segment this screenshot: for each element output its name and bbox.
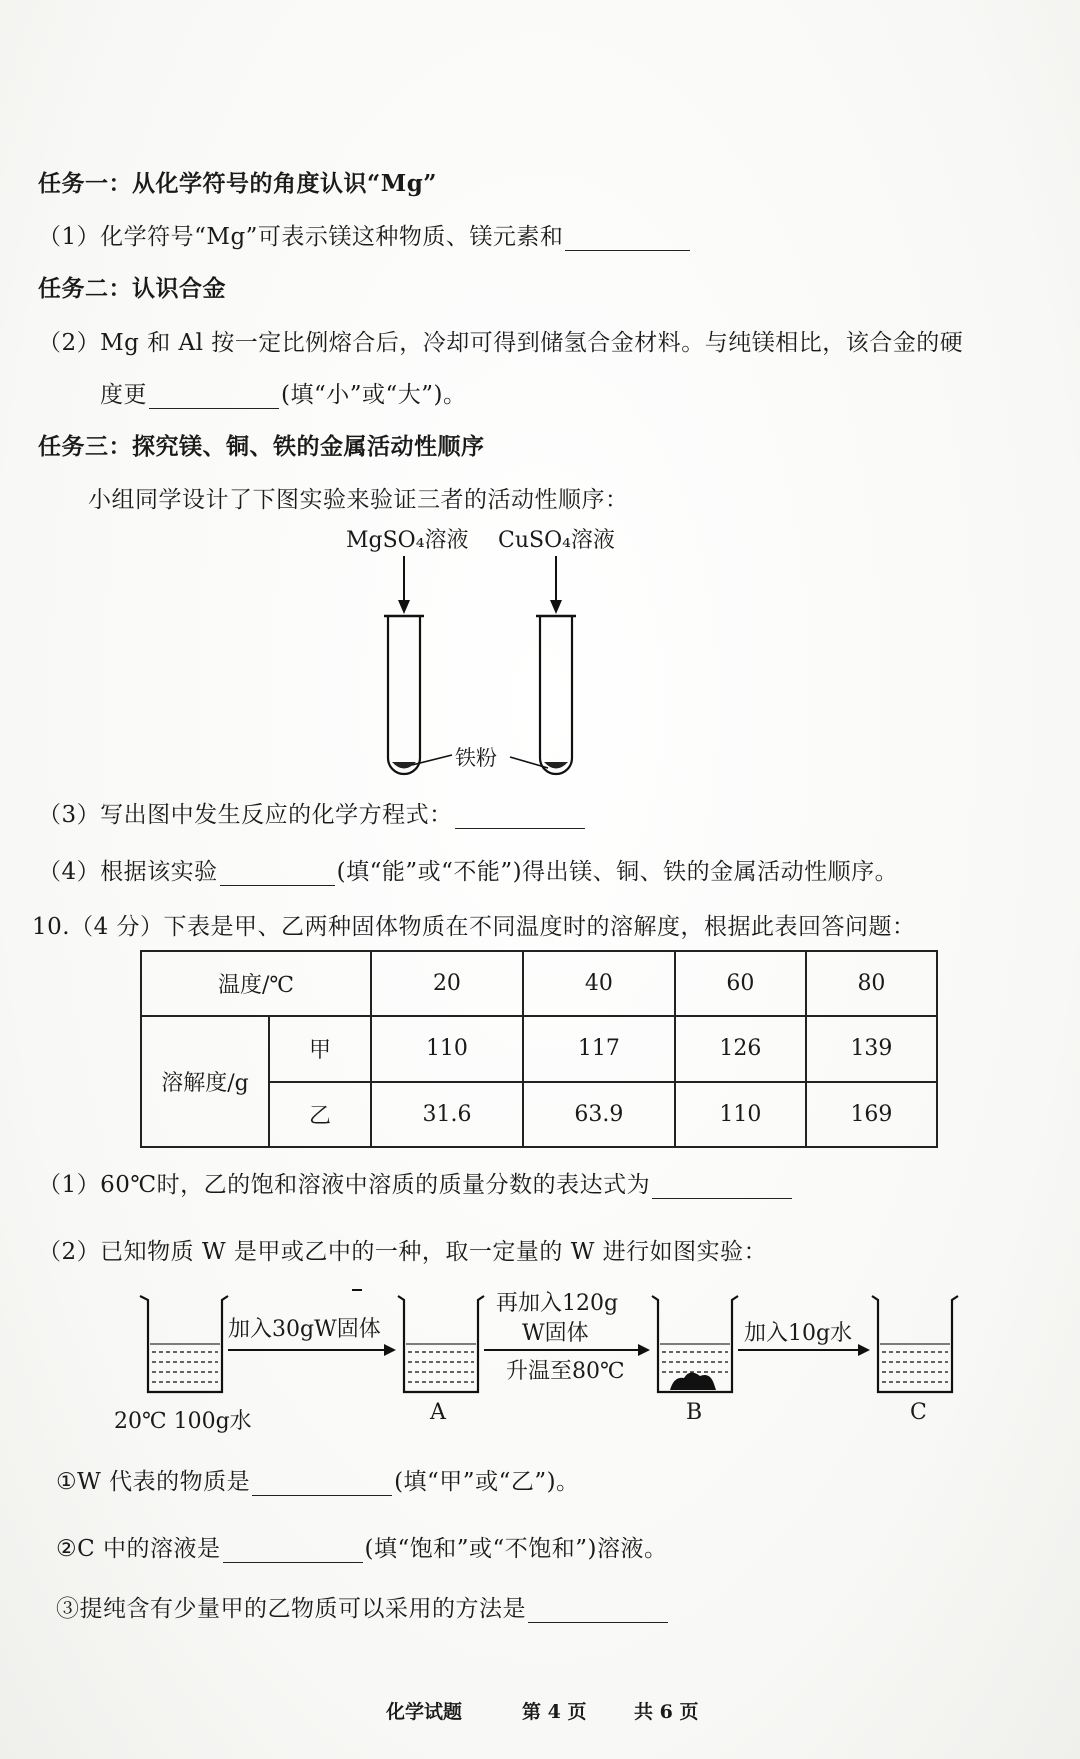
task3-heading: 任务三：探究镁、铜、铁的金属活动性顺序: [38, 433, 485, 460]
item2-hint: (填“饱和”或“不饱和”)溶液。: [364, 1536, 668, 1562]
footer-page: 第 4 页: [522, 1701, 587, 1723]
table-cell: 126: [675, 1016, 806, 1081]
question-10-item3: [56, 1590, 670, 1623]
question-4-hint: (填“能”或“不能”)得出镁、铜、铁的金属活动性顺序。: [336, 859, 899, 885]
answer-blank-6[interactable]: [252, 1473, 392, 1496]
table-cell: 117: [523, 1016, 675, 1081]
substance-name: 乙: [269, 1082, 371, 1147]
task1-heading: 任务一：从化学符号的角度认识“Mg”: [38, 170, 438, 197]
undissolved-solid: [670, 1372, 716, 1390]
table-cell: 63.9: [523, 1082, 675, 1147]
flow-step2-line3: 升温至80℃: [506, 1359, 625, 1384]
item1-text: ①W 代表的物质是: [56, 1469, 251, 1495]
temperature-cell: 60: [675, 951, 806, 1016]
question-3-text: （3）写出图中发生反应的化学方程式：: [38, 802, 453, 828]
flow-step1-label: 加入30gW固体: [228, 1317, 381, 1342]
item3-text: ③提纯含有少量甲的乙物质可以采用的方法是: [56, 1596, 526, 1622]
answer-blank-8[interactable]: [528, 1600, 668, 1623]
temperature-cell: 80: [806, 951, 937, 1016]
question-4-text: （4）根据该实验: [38, 859, 218, 885]
table-cell: 110: [675, 1082, 806, 1147]
beaker-label-b: B: [686, 1400, 703, 1425]
item2-text: ②C 中的溶液是: [56, 1536, 221, 1562]
start-beaker-label: 20℃ 100g水: [114, 1409, 252, 1434]
flow-step3-label: 加入10g水: [744, 1321, 853, 1346]
flow-step2-line2: W固体: [522, 1321, 589, 1346]
footer-subject: 化学试题: [386, 1701, 463, 1723]
reagent-label-cuso4: CuSO₄溶液: [498, 528, 615, 553]
arrow-right-icon: [638, 1344, 650, 1356]
temperature-cell: 20: [371, 951, 523, 1016]
answer-blank-7[interactable]: [223, 1540, 363, 1563]
arrow-right-icon: [384, 1344, 396, 1356]
question-2-line1: （2）Mg 和 Al 按一定比例熔合后，冷却可得到储氢合金材料。与纯镁相比，该合金的硬: [38, 330, 964, 356]
temperature-cell: 40: [523, 951, 675, 1016]
question-2-text: 度更: [100, 382, 147, 408]
beaker-label-a: A: [430, 1400, 446, 1425]
temperature-label: 温度/℃: [141, 951, 371, 1016]
footer-total: 共 6 页: [634, 1701, 699, 1723]
table-cell: 169: [806, 1082, 937, 1147]
substance-name: 甲: [269, 1016, 371, 1081]
question-10-sub2: （2）已知物质 W 是甲或乙中的一种，取一定量的 W 进行如图实验：: [38, 1239, 768, 1265]
task2-heading: 任务二：认识合金: [38, 275, 226, 302]
table-cell: 139: [806, 1016, 937, 1081]
item1-hint: (填“甲”或“乙”)。: [394, 1469, 580, 1495]
question-1-text: （1）化学符号“Mg”可表示镁这种物质、镁元素和: [38, 224, 564, 250]
beaker-label-c: C: [910, 1400, 927, 1425]
iron-powder-label: 铁粉: [455, 746, 497, 770]
flow-step2-line1: 再加入120g: [496, 1291, 619, 1316]
reagent-label-mgso4: MgSO₄溶液: [346, 528, 469, 553]
task3-intro: 小组同学设计了下图实验来验证三者的活动性顺序：: [88, 487, 629, 513]
table-cell: 110: [371, 1016, 523, 1081]
arrow-right-icon: [858, 1344, 870, 1356]
question-10-intro: 10.（4 分）下表是甲、乙两种固体物质在不同温度时的溶解度，根据此表回答问题：: [32, 914, 916, 940]
question-10-item2: [56, 1530, 668, 1563]
question-10-item1: [56, 1463, 580, 1496]
solubility-label: 溶解度/g: [141, 1016, 269, 1147]
question-2-hint: (填“小”或“大”)。: [281, 382, 467, 408]
question-10-sub1-text: （1）60℃时，乙的饱和溶液中溶质的质量分数的表达式为: [38, 1172, 651, 1198]
table-cell: 31.6: [371, 1082, 523, 1147]
